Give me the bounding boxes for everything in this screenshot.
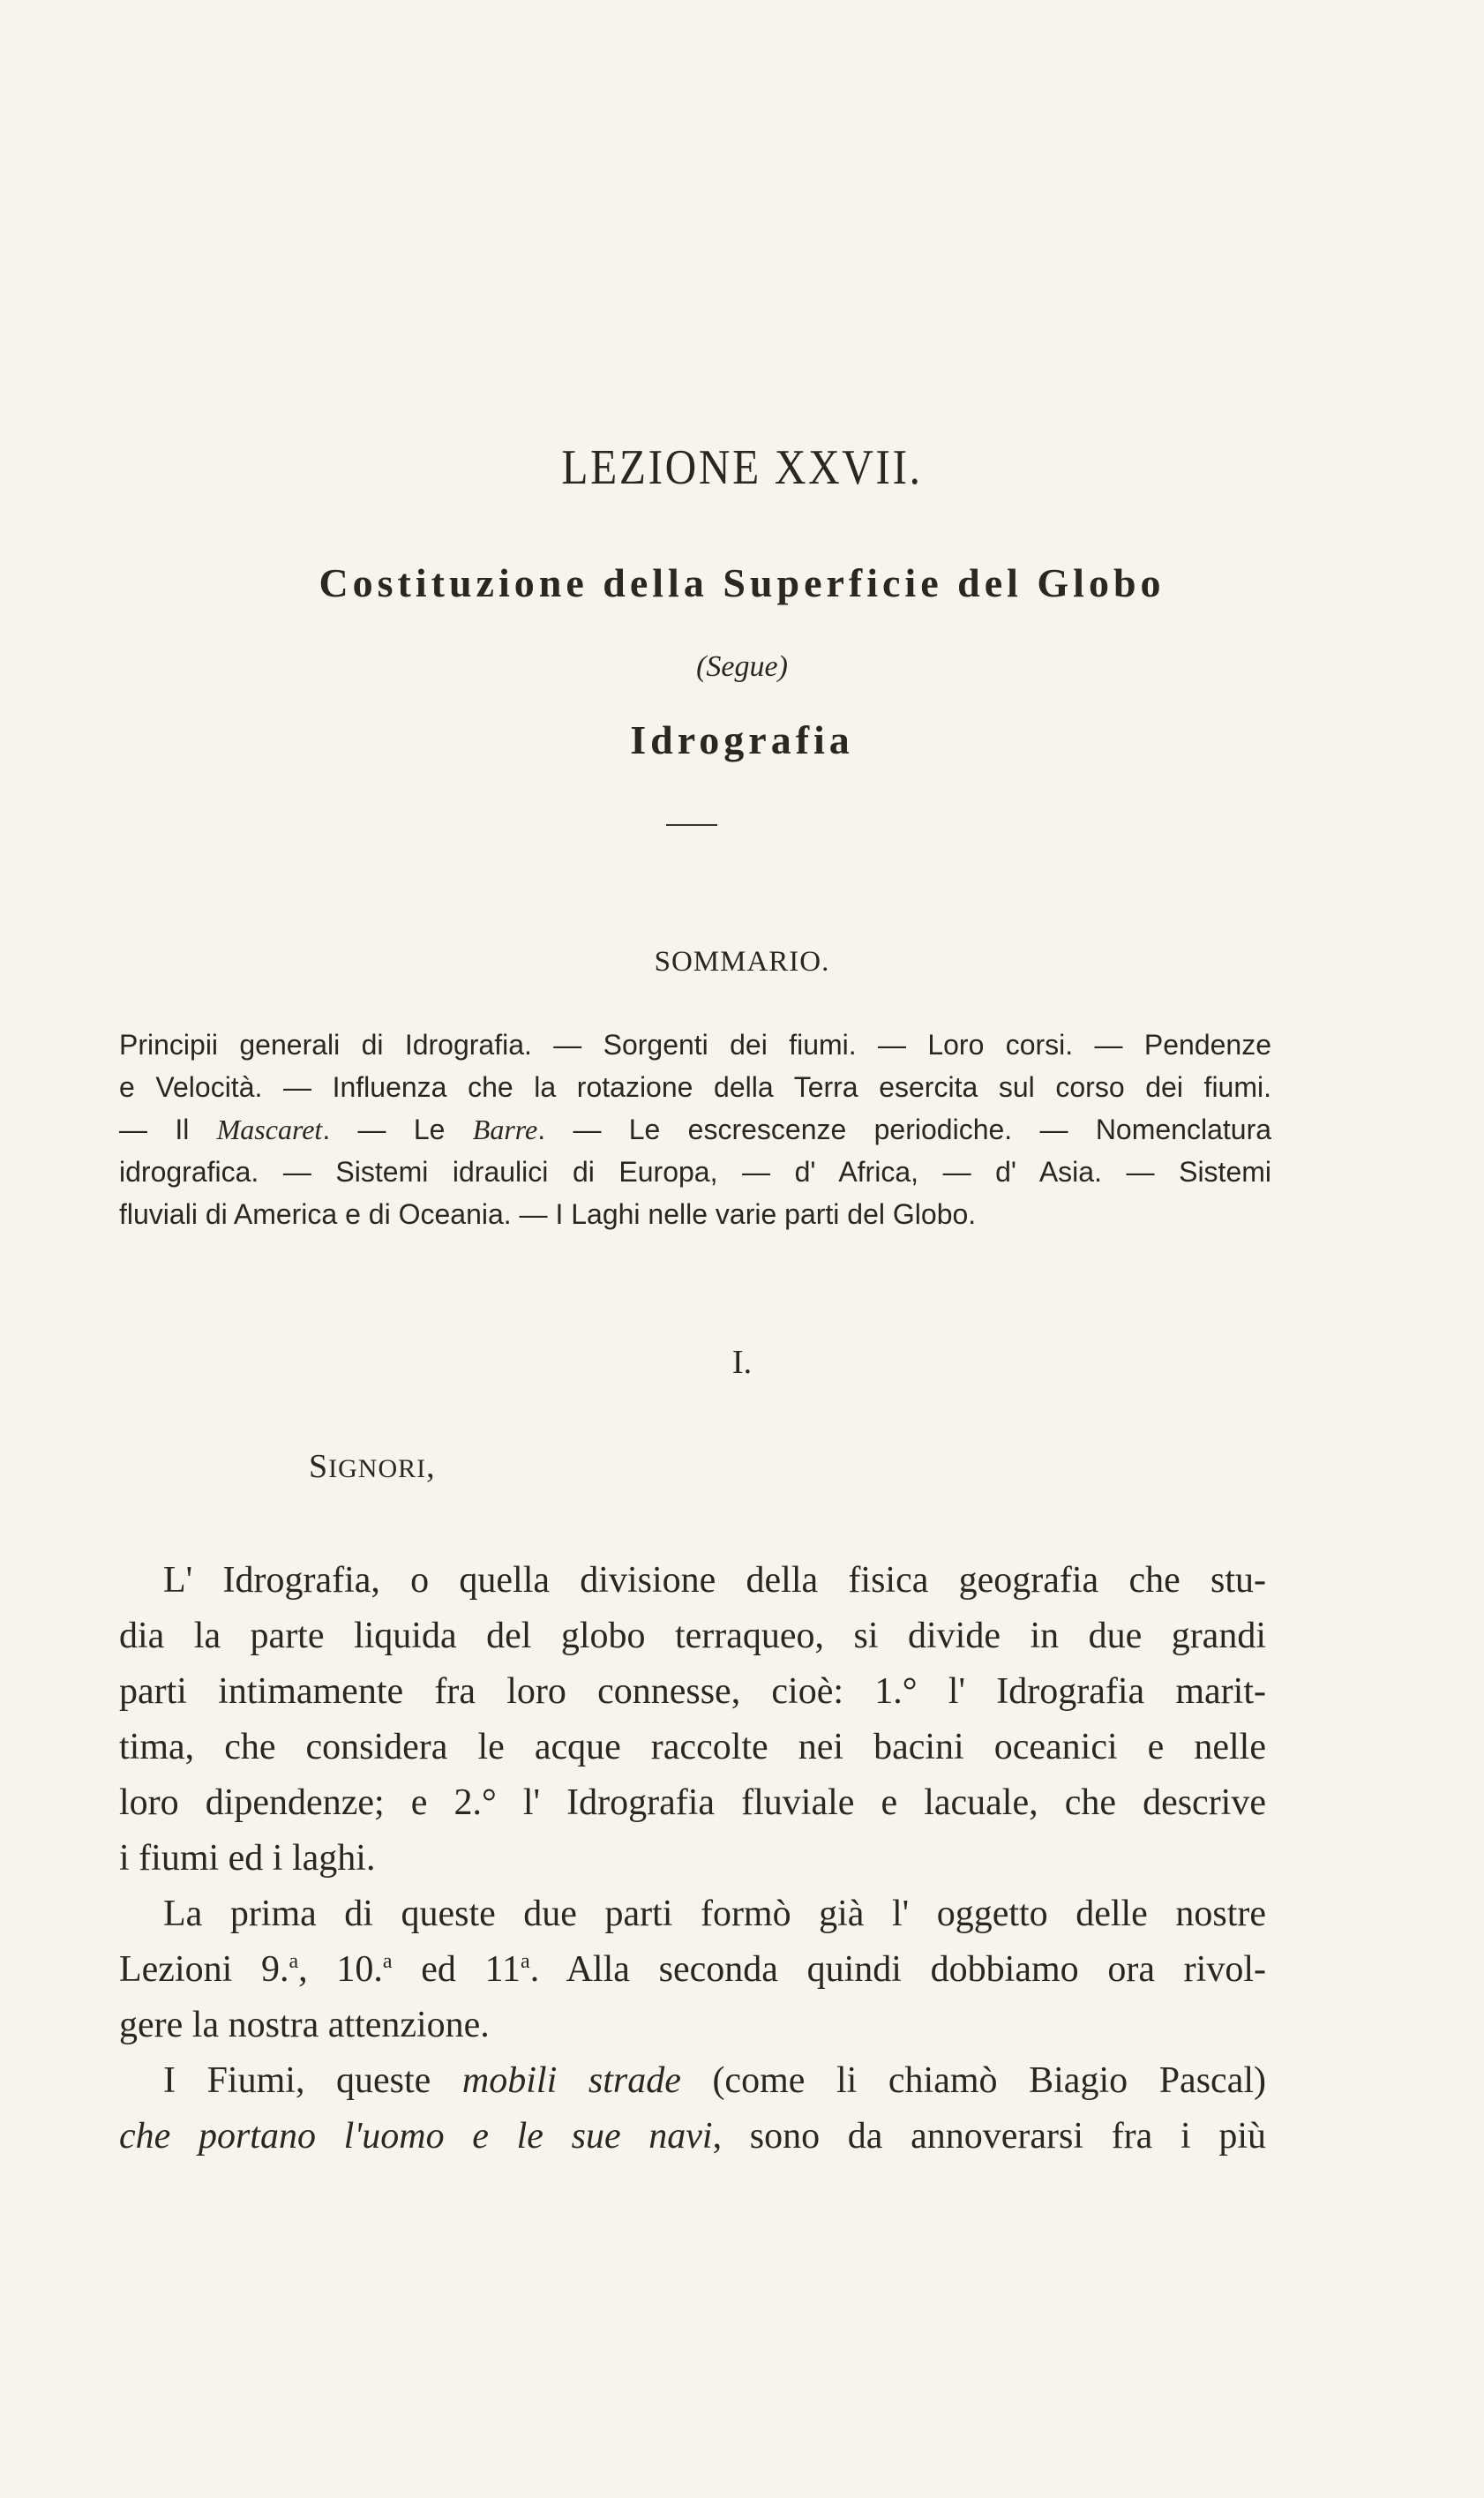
summary-line: — Il Mascaret. — Le Barre. — Le escrescenze periodiche. — Nomenclatura [119,1114,1272,1145]
paragraph-line: che portano l'uomo e le sue navi, sono da annoverarsi fra i più [119,2116,1266,2157]
paragraph-line: parti intimamente fra loro connesse, cioè: 1.° l' Idrografia marit- [119,1671,1266,1712]
summary-text [119,1024,1271,1235]
salutation: SIGNORI, [309,1448,436,1485]
body-text [119,1553,1266,2164]
lesson-title: LEZIONE XXVII. [561,440,923,495]
paragraph-line: loro dipendenze; e 2.° l' Idrografia fluviale e lacuale, che descrive [119,1782,1266,1823]
summary-heading: SOMMARIO. [654,946,830,978]
paragraph-line: tima, che considera le acque raccolte nei bacini oceanici e nelle [119,1727,1266,1767]
section-title: Idrografia [630,717,854,762]
summary-line: fluviali di America e di Oceania. — I Laghi nelle varie parti del Globo. [119,1198,977,1230]
summary-line: idrografica. — Sistemi idraulici di Europa, — d' Africa, — d' Asia. — Sistemi [119,1156,1271,1188]
section-number: I. [731,1344,753,1381]
paragraph-line: I Fiumi, queste mobili strade (come li chiamò Biagio Pascal) [163,2060,1266,2101]
divider-rule [666,824,717,826]
paragraph-line: La prima di queste due parti formò già l' oggetto delle nostre [163,1894,1266,1934]
chapter-subtitle: (Segue) [696,650,788,683]
summary-line: e Velocità. — Influenza che la rotazione della Terra esercita sul corso dei fiumi. [119,1071,1271,1103]
paragraph-line: L' Idrografia, o quella divisione della fisica geografia che stu- [163,1560,1266,1601]
chapter-title: Costituzione della Superficie del Globo [319,560,1165,605]
paragraph-line: i fiumi ed i laghi. [119,1838,376,1879]
summary-line: Principii generali di Idrografia. — Sorgenti dei fiumi. — Loro corsi. — Pendenze [119,1029,1271,1061]
paragraph-line: dia la parte liquida del globo terraqueo, si divide in due grandi [119,1616,1266,1656]
paragraph-line: gere la nostra attenzione. [119,2005,490,2045]
paragraph-line: Lezioni 9.$^a$, 10.$^a$ ed 11$^a$. Alla seconda quindi dobbiamo ora rivol- [119,1949,1266,1990]
